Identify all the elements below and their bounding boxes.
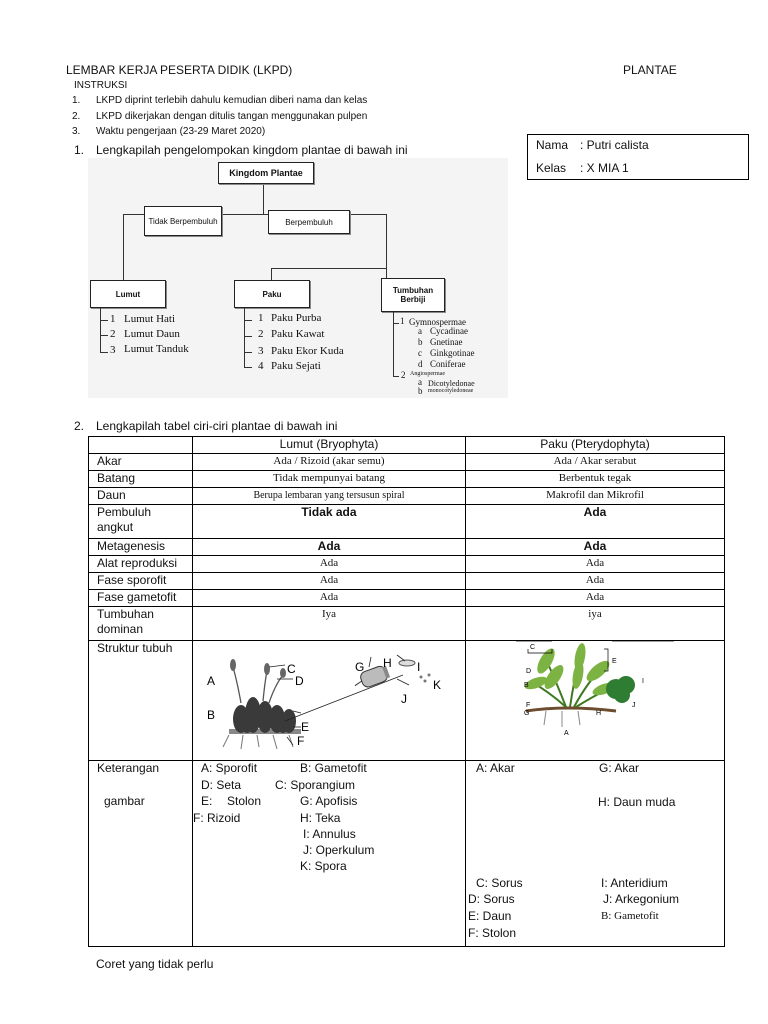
cell-paku-batang: Berbentuk tegak [466,471,725,488]
cell-lumut-fase-sporofit: Ada [193,573,466,590]
fern-structure-illustration [466,641,725,760]
cell-lumut-fase-gametofit: Ada [193,590,466,607]
paku-item-1-number: 1 [258,312,264,324]
instruction-1: LKPD diprint terlebih dahulu kemudian diberi nama dan kelas [96,95,368,106]
paku-item-3: Paku Ekor Kuda [271,345,344,357]
question-1-number: 1. [74,143,85,157]
lumut-ket-j: J: Operkulum [303,843,375,857]
cell-lumut-dominan: Iya [193,607,466,641]
lumut-item-2: Lumut Daun [124,328,180,340]
paku-item-4-number: 4 [258,360,264,372]
gymno-item-d-letter: d [418,359,423,369]
instruction-3: Waktu pengerjaan (23-29 Maret 2020) [96,126,266,137]
gymno-item-a-letter: a [418,326,422,336]
question-2-number: 2. [74,419,85,433]
table-row [89,539,725,556]
lumut-ket-g: G: Apofisis [300,794,358,808]
fern-label-j: J [632,702,636,709]
table-row [89,761,725,947]
row-label-akar: Akar [89,454,193,471]
diagram-tidak-berpembuluh: Tidak Berpembuluh [144,206,222,236]
question-1-text: Lengkapilah pengelompokan kingdom plantae di bawah ini [96,143,408,157]
instruction-2-number: 2. [72,111,81,122]
paku-ket-c: C: Sorus [476,876,523,890]
cell-lumut-alat-reproduksi: Ada [193,556,466,573]
fern-label-a: A [564,730,569,737]
row-label-daun: Daun [89,488,193,505]
header-paku: Paku (Pterydophyta) [466,437,725,454]
row-label-fase-gametofit: Fase gametofit [89,590,193,607]
moss-label-d: D [295,674,304,688]
moss-structure-illustration [193,641,466,760]
cell-paku-pembuluh: Ada [466,505,725,539]
table-row [89,556,725,573]
paku-ket-b: B: Gametofit [601,910,659,922]
worksheet-title: LEMBAR KERJA PESERTA DIDIK (LKPD) [66,63,293,77]
row-label-pembuluh-line1: Pembuluh [97,505,152,519]
angio-item-b-letter: b [418,386,423,396]
class-value: : X MIA 1 [580,161,629,175]
instruction-3-number: 3. [72,126,81,137]
gymno-item-c: Ginkgotinae [430,348,475,358]
row-label-fase-sporofit: Fase sporofit [89,573,193,590]
gymno-item-b: Gnetinae [430,337,463,347]
cell-paku-metagenesis: Ada [466,539,725,556]
lumut-ket-e-value: Stolon [227,794,262,808]
instructions-heading: INSTRUKSI [74,80,128,91]
cell-paku-akar: Ada / Akar serabut [466,454,725,471]
table-row [89,607,725,641]
diagram-root-box: Kingdom Plantae [218,162,314,184]
gymno-item-c-letter: c [418,348,422,358]
paku-ket-e: E: Daun [468,909,512,923]
moss-label-h: H [383,656,392,670]
fern-label-d: D [526,668,532,675]
cell-paku-struktur [466,641,725,761]
angio-item-a-letter: a [418,377,422,387]
class-label: Kelas [536,161,567,175]
angiospermae-number: 2 [401,370,406,380]
instruction-1-number: 1. [72,95,81,106]
lumut-ket-e-key: E: [201,794,213,808]
paku-ket-a: A: Akar [476,761,515,775]
lumut-item-3-number: 3 [110,344,116,356]
corner-cell [89,437,193,454]
paku-item-2: Paku Kawat [271,328,325,340]
row-label-dominan-line2: dominan [97,622,144,636]
table-row [89,573,725,590]
table-row [89,471,725,488]
cell-paku-daun: Makrofil dan Mikrofil [466,488,725,505]
lumut-item-3: Lumut Tanduk [124,343,189,355]
table-row [89,590,725,607]
paku-item-2-number: 2 [258,328,264,340]
diagram-berpembuluh: Berpembuluh [268,210,350,234]
moss-label-e: E [301,720,310,734]
row-label-keterangan-line2: gambar [104,794,145,808]
paku-ket-j: J: Arkegonium [603,892,680,906]
lumut-ket-b: B: Gametofit [300,761,367,775]
instruction-2: LKPD dikerjakan dengan ditulis tangan menggunakan pulpen [96,111,368,122]
angio-item-a: Dicotyledonae [428,379,475,388]
fern-label-e: E [612,658,617,665]
moss-label-j: J [401,692,407,706]
row-label-keterangan [89,761,193,947]
question-2-text: Lengkapilah tabel ciri-ciri plantae di bawah ini [96,419,338,433]
plantae-characteristics-table [88,436,725,947]
lumut-ket-f: F: Rizoid [193,811,241,825]
row-label-pembuluh-line2: angkut [97,520,134,534]
moss-label-i: I [417,660,421,674]
paku-ket-g: G: Akar [599,761,640,775]
lumut-ket-c: C: Sporangium [275,778,356,792]
fern-label-h: H [596,710,602,717]
lumut-item-2-number: 2 [110,328,116,340]
row-label-pembuluh [89,505,193,539]
paku-ket-f: F: Stolon [468,926,517,940]
fern-label-g: G [524,710,530,717]
cell-paku-dominan: iya [466,607,725,641]
lumut-item-1-number: 1 [110,313,116,325]
row-label-dominan-line1: Tumbuhan [97,607,154,621]
angiospermae-label: Angiospermae [410,371,445,377]
cell-lumut-batang: Tidak mempunyai batang [193,471,466,488]
cell-lumut-pembuluh: Tidak ada [193,505,466,539]
gymno-item-d: Coniferae [430,359,466,369]
paku-item-1: Paku Purba [271,312,322,324]
gymnospermae-label: Gymnospermae [409,317,466,327]
cell-lumut-metagenesis: Ada [193,539,466,556]
lumut-ket-d: D: Seta [201,778,242,792]
student-info-box [527,134,749,180]
row-label-batang: Batang [89,471,193,488]
table-row [89,505,725,539]
fern-label-b: B [524,682,529,689]
diagram-paku: Paku [234,280,310,308]
name-label: Nama [536,138,569,152]
table-row [89,454,725,471]
moss-label-a: A [207,674,216,688]
row-label-keterangan-line1: Keterangan [97,761,160,775]
diagram-lumut: Lumut [90,280,166,308]
gymno-item-a: Cycadinae [430,326,468,336]
paku-ket-d: D: Sorus [468,892,515,906]
cell-paku-fase-gametofit: Ada [466,590,725,607]
cell-paku-alat-reproduksi: Ada [466,556,725,573]
moss-label-g: G [355,660,365,674]
paku-item-3-number: 3 [258,345,264,357]
table-row [89,641,725,761]
moss-label-f: F [297,734,305,748]
cell-paku-fase-sporofit: Ada [466,573,725,590]
cell-lumut-struktur [193,641,466,761]
diagram-tumbuhan-berbiji: Tumbuhan Berbiji [381,278,445,312]
cell-lumut-keterangan [193,761,466,947]
paku-ket-i: I: Anteridium [601,876,668,890]
row-label-metagenesis: Metagenesis [89,539,193,556]
gymnospermae-number: 1 [400,316,405,326]
name-value: : Putri calista [580,138,649,152]
cell-paku-keterangan [466,761,725,947]
footer-note: Coret yang tidak perlu [96,957,214,971]
gymno-item-b-letter: b [418,337,423,347]
row-label-struktur-tubuh: Struktur tubuh [89,641,193,761]
moss-label-b: B [207,708,216,722]
cell-lumut-daun: Berupa lembaran yang tersusun spiral [193,488,466,505]
moss-label-k: K [433,678,442,692]
plantae-classification-diagram [88,158,508,398]
table-header-row [89,437,725,454]
moss-label-c: C [287,662,296,676]
fern-label-f: F [526,702,531,709]
topic-title: PLANTAE [623,63,677,77]
header-lumut: Lumut (Bryophyta) [193,437,466,454]
angio-item-b: monocotyledoneae [428,388,474,394]
lumut-item-1: Lumut Hati [124,313,176,325]
cell-lumut-akar: Ada / Rizoid (akar semu) [193,454,466,471]
table-row [89,488,725,505]
lumut-ket-h: H: Teka [300,811,341,825]
fern-label-c: C [530,644,536,651]
paku-item-4: Paku Sejati [271,360,321,372]
lumut-ket-a: A: Sporofit [201,761,258,775]
lumut-ket-k: K: Spora [300,859,347,873]
row-label-alat-reproduksi: Alat reproduksi [89,556,193,573]
fern-label-i: I [642,678,644,685]
row-label-tumbuhan-dominan [89,607,193,641]
paku-ket-h: H: Daun muda [598,795,676,809]
lumut-ket-i: I: Annulus [303,827,356,841]
